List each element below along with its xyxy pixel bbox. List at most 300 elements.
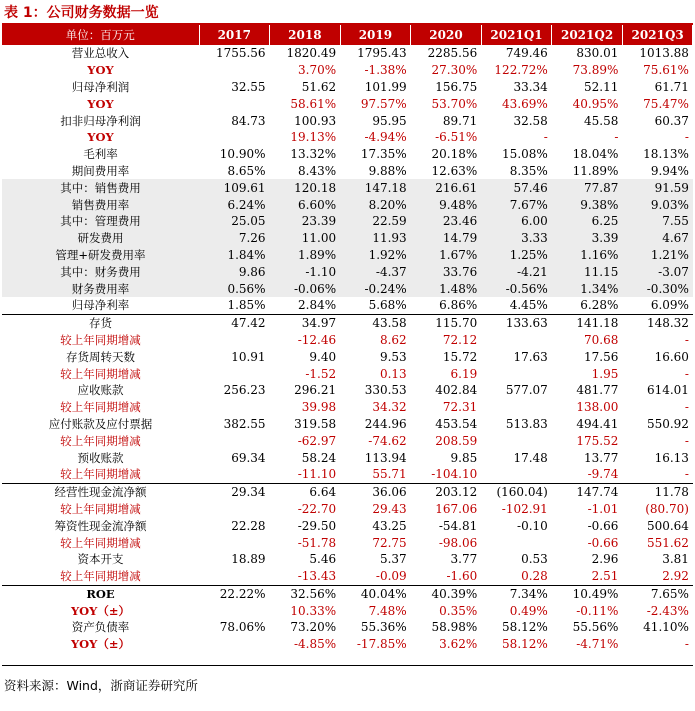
- cell-value: -: [684, 467, 689, 482]
- cell-value: -54.81: [438, 518, 478, 533]
- cell-value: [199, 568, 270, 585]
- row-label: 其中：销售费用: [2, 179, 199, 196]
- cell-value: 500.64: [646, 518, 689, 533]
- table-row: [2, 399, 693, 416]
- cell-value: 1.67%: [411, 247, 482, 264]
- cell-value: -17.85%: [356, 637, 407, 652]
- cell-value: 55.56%: [572, 620, 619, 635]
- cell-value: 147.18: [340, 179, 411, 196]
- cell-value: 5.68%: [368, 298, 407, 313]
- cell-value: 41.10%: [643, 620, 689, 635]
- cell-value: 0.13: [379, 366, 407, 381]
- cell-value: 9.38%: [552, 196, 623, 213]
- cell-value: 216.61: [411, 179, 482, 196]
- row-label: YOY: [87, 130, 114, 145]
- table-row: [2, 416, 693, 433]
- table-row: [2, 332, 693, 349]
- header-row: [2, 25, 693, 45]
- cell-value: 11.78: [622, 483, 693, 500]
- cell-value: 256.23: [223, 383, 266, 398]
- cell-value: 7.34%: [481, 585, 552, 602]
- cell-value: -29.50: [297, 518, 337, 533]
- row-label: 管理+研发费用率: [2, 247, 199, 264]
- cell-value: 40.95%: [572, 96, 619, 111]
- cell-value: 32.58: [513, 113, 548, 128]
- cell-value: 133.63: [481, 314, 552, 331]
- cell-value: 1.21%: [622, 247, 693, 264]
- row-label: 其中：管理费用: [2, 213, 199, 230]
- table-row: [2, 163, 693, 180]
- cell-value: -104.10: [431, 467, 478, 482]
- cell-value: 113.94: [364, 450, 407, 465]
- row-label: 存货: [2, 314, 199, 331]
- cell-value: 2.96: [591, 552, 619, 567]
- cell-value: -22.70: [297, 501, 337, 516]
- cell-value: 0.49%: [509, 603, 548, 618]
- cell-value: 22.59: [340, 213, 411, 230]
- cell-value: 551.62: [646, 535, 689, 550]
- cell-value: 33.34: [513, 79, 548, 94]
- row-label: 资本开支: [77, 552, 124, 567]
- cell-value: 120.18: [270, 179, 341, 196]
- cell-value: 830.01: [576, 46, 619, 61]
- cell-value: 73.89%: [572, 63, 619, 78]
- header-2017: 2017: [199, 25, 270, 45]
- cell-value: 60.37: [654, 113, 689, 128]
- cell-value: 481.77: [576, 383, 619, 398]
- cell-value: -: [684, 366, 689, 381]
- row-label: 应付账款及应付票据: [48, 416, 153, 431]
- cell-value: [199, 365, 270, 382]
- cell-value: 13.32%: [290, 147, 337, 162]
- cell-value: 11.00: [270, 230, 341, 247]
- cell-value: 43.58: [340, 314, 411, 331]
- table-row: [2, 636, 693, 653]
- cell-value: 8.35%: [509, 163, 548, 178]
- cell-value: -102.91: [501, 501, 548, 516]
- table-row: [2, 568, 693, 585]
- cell-value: 6.60%: [270, 196, 341, 213]
- cell-value: 10.90%: [219, 147, 266, 162]
- cell-value: -51.78: [297, 535, 337, 550]
- cell-value: 16.60: [654, 349, 689, 364]
- cell-value: 6.24%: [199, 196, 270, 213]
- cell-value: 72.75: [372, 535, 407, 550]
- cell-value: -3.07: [622, 263, 693, 280]
- cell-value: 5.46: [309, 552, 337, 567]
- cell-value: 72.12: [442, 332, 478, 347]
- cell-value: -1.60: [446, 569, 478, 584]
- cell-value: 75.61%: [643, 63, 689, 78]
- cell-value: 72.31: [442, 400, 478, 415]
- cell-value: -0.30%: [622, 280, 693, 297]
- cell-value: 6.25: [552, 213, 623, 230]
- cell-value: -2.43%: [646, 603, 689, 618]
- cell-value: 6.64: [270, 483, 341, 500]
- cell-value: 78.06%: [219, 620, 266, 635]
- cell-value: 115.70: [411, 314, 482, 331]
- table-row: [2, 230, 693, 247]
- cell-value: 10.49%: [552, 585, 623, 602]
- table-row: [2, 247, 693, 264]
- cell-value: -9.74: [587, 467, 619, 482]
- cell-value: 23.46: [411, 213, 482, 230]
- cell-value: 2.84%: [298, 298, 337, 313]
- cell-value: 100.93: [294, 113, 337, 128]
- row-label: YOY（±）: [70, 637, 131, 652]
- cell-value: 27.30%: [431, 63, 478, 78]
- row-label: 预收账款: [77, 450, 124, 465]
- table-row: [2, 466, 693, 483]
- cell-value: [199, 129, 270, 146]
- cell-value: 9.53: [379, 349, 407, 364]
- cell-value: [199, 332, 270, 349]
- table-row: [2, 517, 693, 534]
- cell-value: 8.65%: [227, 163, 266, 178]
- cell-value: 3.70%: [298, 63, 337, 78]
- cell-value: 17.63: [513, 349, 548, 364]
- financial-data-table: [2, 25, 693, 653]
- cell-value: 18.13%: [643, 147, 689, 162]
- cell-value: 53.70%: [431, 96, 478, 111]
- cell-value: -: [684, 637, 689, 652]
- cell-value: [199, 602, 270, 619]
- cell-value: [199, 62, 270, 79]
- header-2019: 2019: [340, 25, 411, 45]
- cell-value: -4.21: [481, 263, 552, 280]
- cell-value: 13.77: [584, 450, 619, 465]
- cell-value: -0.06%: [270, 280, 341, 297]
- cell-value: 402.84: [435, 383, 478, 398]
- row-label: 财务费用率: [2, 280, 199, 297]
- row-label: 扣非归母净利润: [60, 113, 141, 128]
- table-row: [2, 382, 693, 399]
- row-label: 营业总收入: [71, 46, 130, 61]
- header-2021q2: 2021Q2: [552, 25, 623, 45]
- header-2018: 2018: [270, 25, 341, 45]
- cell-value: -: [543, 130, 548, 145]
- table-row: [2, 483, 693, 500]
- table-row: [2, 348, 693, 365]
- cell-value: 15.08%: [502, 147, 548, 162]
- row-label: ROE: [2, 585, 199, 602]
- cell-value: 18.89: [231, 552, 266, 567]
- cell-value: 6.00: [481, 213, 552, 230]
- cell-value: 58.24: [301, 450, 337, 465]
- cell-value: [199, 399, 270, 416]
- table-body: [2, 45, 693, 653]
- cell-value: 6.28%: [580, 298, 619, 313]
- row-label: 毛利率: [83, 147, 118, 162]
- cell-value: -0.56%: [481, 280, 552, 297]
- cell-value: 19.13%: [290, 130, 337, 145]
- cell-value: 17.48: [513, 450, 548, 465]
- row-label: YOY（±）: [70, 603, 131, 618]
- cell-value: -0.11%: [576, 603, 619, 618]
- cell-value: -4.71%: [576, 637, 619, 652]
- cell-value: 1755.56: [215, 46, 266, 61]
- cell-value: -1.01: [587, 501, 619, 516]
- cell-value: -12.46: [297, 332, 337, 347]
- cell-value: -0.09: [375, 569, 407, 584]
- cell-value: 61.71: [654, 79, 689, 94]
- cell-value: 95.95: [372, 113, 407, 128]
- cell-value: 319.58: [294, 416, 337, 431]
- cell-value: 0.28: [521, 569, 548, 584]
- row-label: 期间费用率: [71, 163, 130, 178]
- cell-value: 614.01: [646, 383, 689, 398]
- row-label: 存货周转天数: [66, 349, 135, 364]
- cell-value: 1.85%: [227, 298, 266, 313]
- cell-value: [481, 399, 552, 416]
- cell-value: 11.15: [552, 263, 623, 280]
- table-row: [2, 263, 693, 280]
- cell-value: 3.39: [552, 230, 623, 247]
- cell-value: -0.66: [587, 535, 619, 550]
- cell-value: [481, 365, 552, 382]
- cell-value: [199, 95, 270, 112]
- cell-value: 34.97: [270, 314, 341, 331]
- header-2021q3: 2021Q3: [622, 25, 693, 45]
- table-row: [2, 112, 693, 129]
- cell-value: -74.62: [368, 433, 407, 448]
- cell-value: [199, 534, 270, 551]
- cell-value: -0.10: [517, 518, 548, 533]
- cell-value: [199, 432, 270, 449]
- cell-value: 33.76: [411, 263, 482, 280]
- cell-value: 3.33: [481, 230, 552, 247]
- row-label: 归母净利率: [71, 298, 130, 313]
- cell-value: 17.56: [584, 349, 619, 364]
- row-label: YOY: [87, 96, 114, 111]
- cell-value: [481, 466, 552, 483]
- row-label: 较上年同期增减: [60, 400, 141, 415]
- cell-value: 9.03%: [622, 196, 693, 213]
- row-label: 较上年同期增减: [60, 569, 141, 584]
- cell-value: 1.34%: [552, 280, 623, 297]
- table-row: [2, 196, 693, 213]
- cell-value: 22.28: [231, 518, 266, 533]
- cell-value: 0.53: [521, 552, 548, 567]
- cell-value: -: [684, 332, 689, 347]
- cell-value: 43.25: [372, 518, 407, 533]
- table-row: [2, 95, 693, 112]
- cell-value: 58.61%: [290, 96, 337, 111]
- cell-value: 1.95: [591, 366, 619, 381]
- cell-value: -0.24%: [340, 280, 411, 297]
- row-label: 其中：财务费用: [2, 263, 199, 280]
- cell-value: 34.32: [372, 400, 407, 415]
- cell-value: 7.55: [622, 213, 693, 230]
- cell-value: 3.62%: [439, 637, 478, 652]
- table-row: [2, 602, 693, 619]
- cell-value: 2.92: [662, 569, 689, 584]
- cell-value: 9.85: [450, 450, 478, 465]
- cell-value: 10.33%: [290, 603, 337, 618]
- cell-value: 58.12%: [502, 637, 548, 652]
- cell-value: 58.98%: [431, 620, 478, 635]
- row-label: 较上年同期增减: [60, 535, 141, 550]
- cell-value: 749.46: [505, 46, 548, 61]
- cell-value: 29.43: [372, 501, 407, 516]
- cell-value: -13.43: [297, 569, 337, 584]
- cell-value: 73.20%: [290, 620, 337, 635]
- cell-value: 0.56%: [199, 280, 270, 297]
- table-row: [2, 129, 693, 146]
- cell-value: 36.06: [340, 483, 411, 500]
- cell-value: -0.66: [587, 518, 619, 533]
- cell-value: 122.72%: [494, 63, 548, 78]
- table-row: [2, 551, 693, 568]
- cell-value: [199, 636, 270, 653]
- cell-value: 2285.56: [427, 46, 478, 61]
- cell-value: 91.59: [622, 179, 693, 196]
- row-label: 资产负债率: [71, 620, 130, 635]
- cell-value: 7.26: [199, 230, 270, 247]
- cell-value: -: [684, 433, 689, 448]
- cell-value: 40.39%: [411, 585, 482, 602]
- cell-value: 97.57%: [360, 96, 407, 111]
- cell-value: 58.12%: [502, 620, 548, 635]
- table-row: [2, 79, 693, 96]
- cell-value: -62.97: [297, 433, 337, 448]
- cell-value: 3.77: [450, 552, 478, 567]
- cell-value: 43.69%: [502, 96, 548, 111]
- cell-value: 109.61: [199, 179, 270, 196]
- table-row: [2, 534, 693, 551]
- table-row: [2, 365, 693, 382]
- cell-value: 4.45%: [509, 298, 548, 313]
- cell-value: 1795.43: [357, 46, 407, 61]
- source-note: 资料来源：Wind，浙商证券研究所: [4, 678, 198, 693]
- cell-value: 47.42: [199, 314, 270, 331]
- cell-value: 156.75: [435, 79, 478, 94]
- cell-value: 7.65%: [622, 585, 693, 602]
- cell-value: 55.36%: [360, 620, 407, 635]
- cell-value: 89.71: [442, 113, 478, 128]
- cell-value: [199, 501, 270, 518]
- table-row: [2, 45, 693, 62]
- cell-value: 17.35%: [360, 147, 407, 162]
- cell-value: 55.71: [372, 467, 407, 482]
- cell-value: 6.19: [450, 366, 478, 381]
- cell-value: 39.98: [301, 400, 337, 415]
- cell-value: 330.53: [364, 383, 407, 398]
- cell-value: 1.92%: [340, 247, 411, 264]
- cell-value: -: [684, 400, 689, 415]
- cell-value: -: [614, 130, 619, 145]
- cell-value: 23.39: [270, 213, 341, 230]
- table-title: 表 1：公司财务数据一览: [4, 5, 159, 21]
- cell-value: 14.79: [411, 230, 482, 247]
- cell-value: 25.05: [199, 213, 270, 230]
- cell-value: 7.48%: [368, 603, 407, 618]
- cell-value: 45.58: [584, 113, 619, 128]
- cell-value: 138.00: [576, 400, 619, 415]
- cell-value: 51.62: [301, 79, 337, 94]
- cell-value: -98.06: [438, 535, 478, 550]
- cell-value: 20.18%: [431, 147, 478, 162]
- cell-value: 12.63%: [431, 163, 478, 178]
- table-row: [2, 432, 693, 449]
- cell-value: 9.88%: [368, 163, 407, 178]
- cell-value: 6.09%: [650, 298, 689, 313]
- cell-value: 8.43%: [298, 163, 337, 178]
- cell-value: -1.10: [270, 263, 341, 280]
- row-label: 销售费用率: [2, 196, 199, 213]
- cell-value: 10.91: [231, 349, 266, 364]
- cell-value: -: [684, 130, 689, 145]
- cell-value: 11.89%: [572, 163, 619, 178]
- cell-value: 0.35%: [439, 603, 478, 618]
- cell-value: -1.52: [305, 366, 337, 381]
- table-row: [2, 585, 693, 602]
- row-label: 较上年同期增减: [60, 501, 141, 516]
- cell-value: (80.70): [645, 501, 689, 516]
- cell-value: 5.37: [379, 552, 407, 567]
- cell-value: 29.34: [199, 483, 270, 500]
- cell-value: 1.25%: [481, 247, 552, 264]
- cell-value: 69.34: [231, 450, 266, 465]
- cell-value: 208.59: [435, 433, 478, 448]
- cell-value: 11.93: [340, 230, 411, 247]
- table-row: [2, 213, 693, 230]
- cell-value: [481, 432, 552, 449]
- cell-value: -1.38%: [364, 63, 407, 78]
- row-label: YOY: [87, 63, 114, 78]
- cell-value: 3.81: [662, 552, 689, 567]
- cell-value: 1013.88: [639, 46, 689, 61]
- table-row: [2, 619, 693, 636]
- header-unit: 单位：百万元: [2, 25, 199, 45]
- cell-value: 32.56%: [270, 585, 341, 602]
- cell-value: 8.62: [379, 332, 407, 347]
- row-label: 应收账款: [77, 383, 124, 398]
- cell-value: -4.94%: [364, 130, 407, 145]
- cell-value: 175.52: [576, 433, 619, 448]
- cell-value: 1.16%: [552, 247, 623, 264]
- cell-value: 75.47%: [643, 96, 689, 111]
- cell-value: 147.74: [552, 483, 623, 500]
- cell-value: 453.54: [435, 416, 478, 431]
- cell-value: [481, 332, 552, 349]
- cell-value: 18.04%: [572, 147, 619, 162]
- cell-value: [481, 534, 552, 551]
- cell-value: 513.83: [505, 416, 548, 431]
- cell-value: (160.04): [481, 483, 552, 500]
- cell-value: 6.86%: [439, 298, 478, 313]
- table-row: [2, 146, 693, 163]
- cell-value: 15.72: [442, 349, 478, 364]
- header-2020: 2020: [411, 25, 482, 45]
- cell-value: 40.04%: [340, 585, 411, 602]
- cell-value: 52.11: [584, 79, 619, 94]
- cell-value: 9.48%: [411, 196, 482, 213]
- cell-value: 4.67: [622, 230, 693, 247]
- table-row: [2, 314, 693, 331]
- cell-value: 1.89%: [270, 247, 341, 264]
- cell-value: 296.21: [294, 383, 337, 398]
- table-row: [2, 179, 693, 196]
- cell-value: 550.92: [646, 416, 689, 431]
- table-row: [2, 449, 693, 466]
- row-label: 经营性现金流净额: [2, 483, 199, 500]
- row-label: 较上年同期增减: [60, 433, 141, 448]
- cell-value: 494.41: [576, 416, 619, 431]
- row-label: 较上年同期增减: [60, 467, 141, 482]
- table-row: [2, 297, 693, 314]
- cell-value: 9.94%: [650, 163, 689, 178]
